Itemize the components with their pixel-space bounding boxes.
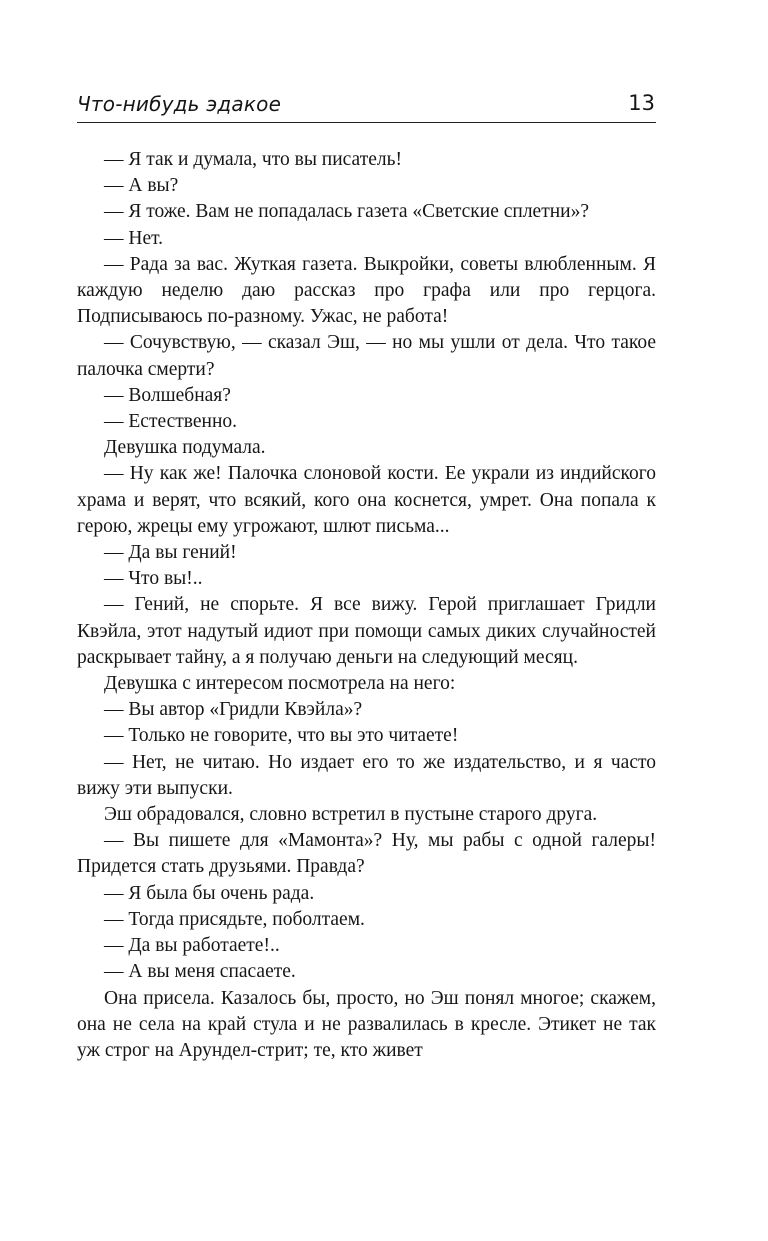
- paragraph: — Вы пишете для «Мамонта»? Ну, мы рабы с одной галеры! Придется стать друзьями. Правда?: [77, 830, 656, 878]
- paragraph: — Я так и думала, что вы писатель!: [104, 149, 403, 170]
- paragraph: Она присела. Казалось бы, просто, но Эш понял многое; скажем, она не села на край стула и не развалилась в кресле. Этикет не так уж строг на Арундел-стрит; те, кто живет: [77, 987, 656, 1061]
- paragraph: — Сочувствую, — сказал Эш, — но мы ушли от дела. Что такое палочка смерти?: [77, 332, 656, 380]
- paragraph: — Ну как же! Палочка слоновой кости. Ее украли из индийского храма и верят, что всякий, кого она коснется, умрет. Она попала к герою, жрецы ему угрожают, шлют письма...: [77, 463, 656, 537]
- paragraph: — Нет, не читаю. Но издает его то же издательство, и я часто вижу эти выпуски.: [77, 751, 656, 799]
- paragraph: Эш обрадовался, словно встретил в пустыне старого друга.: [104, 804, 598, 826]
- paragraph: Девушка подумала.: [104, 437, 266, 459]
- paragraph: — Только не говорите, что вы это читаете!: [104, 725, 459, 747]
- paragraph: — Я была бы очень рада.: [104, 882, 315, 904]
- body-text: [77, 147, 656, 1064]
- paragraph: — Рада за вас. Жуткая газета. Выкройки, советы влюбленным. Я каждую неделю даю рассказ про графа или про герцога. Подписываюсь по-разному. Ужас, не работа!: [77, 253, 656, 328]
- running-header: [77, 90, 656, 123]
- page-number: 13: [628, 91, 655, 115]
- running-title: Что-нибудь эдакое: [77, 92, 282, 116]
- paragraph: — Да вы работаете!..: [104, 935, 280, 957]
- paragraph: — Нет.: [104, 227, 164, 249]
- paragraph: — А вы меня спасаете.: [104, 961, 296, 983]
- paragraph: — Вы автор «Гридли Квэйла»?: [104, 699, 363, 721]
- paragraph: — Да вы гений!: [104, 542, 237, 564]
- paragraph: — Тогда присядьте, поболтаем.: [104, 908, 365, 930]
- paragraph: Девушка с интересом посмотрела на него:: [104, 673, 456, 695]
- paragraph: — Волшебная?: [104, 384, 231, 406]
- paragraph: — Что вы!..: [104, 568, 203, 590]
- paragraph: — Гений, не спорьте. Я все вижу. Герой приглашает Гридли Квэйла, этот надутый идиот при помощи самых диких случайностей раскрывает тайну, а я получаю деньги на следующий месяц.: [77, 594, 656, 668]
- paragraph: — Я тоже. Вам не попадалась газета «Светские сплетни»?: [104, 201, 590, 223]
- paragraph: — А вы?: [104, 175, 179, 197]
- paragraph: — Естественно.: [104, 411, 238, 433]
